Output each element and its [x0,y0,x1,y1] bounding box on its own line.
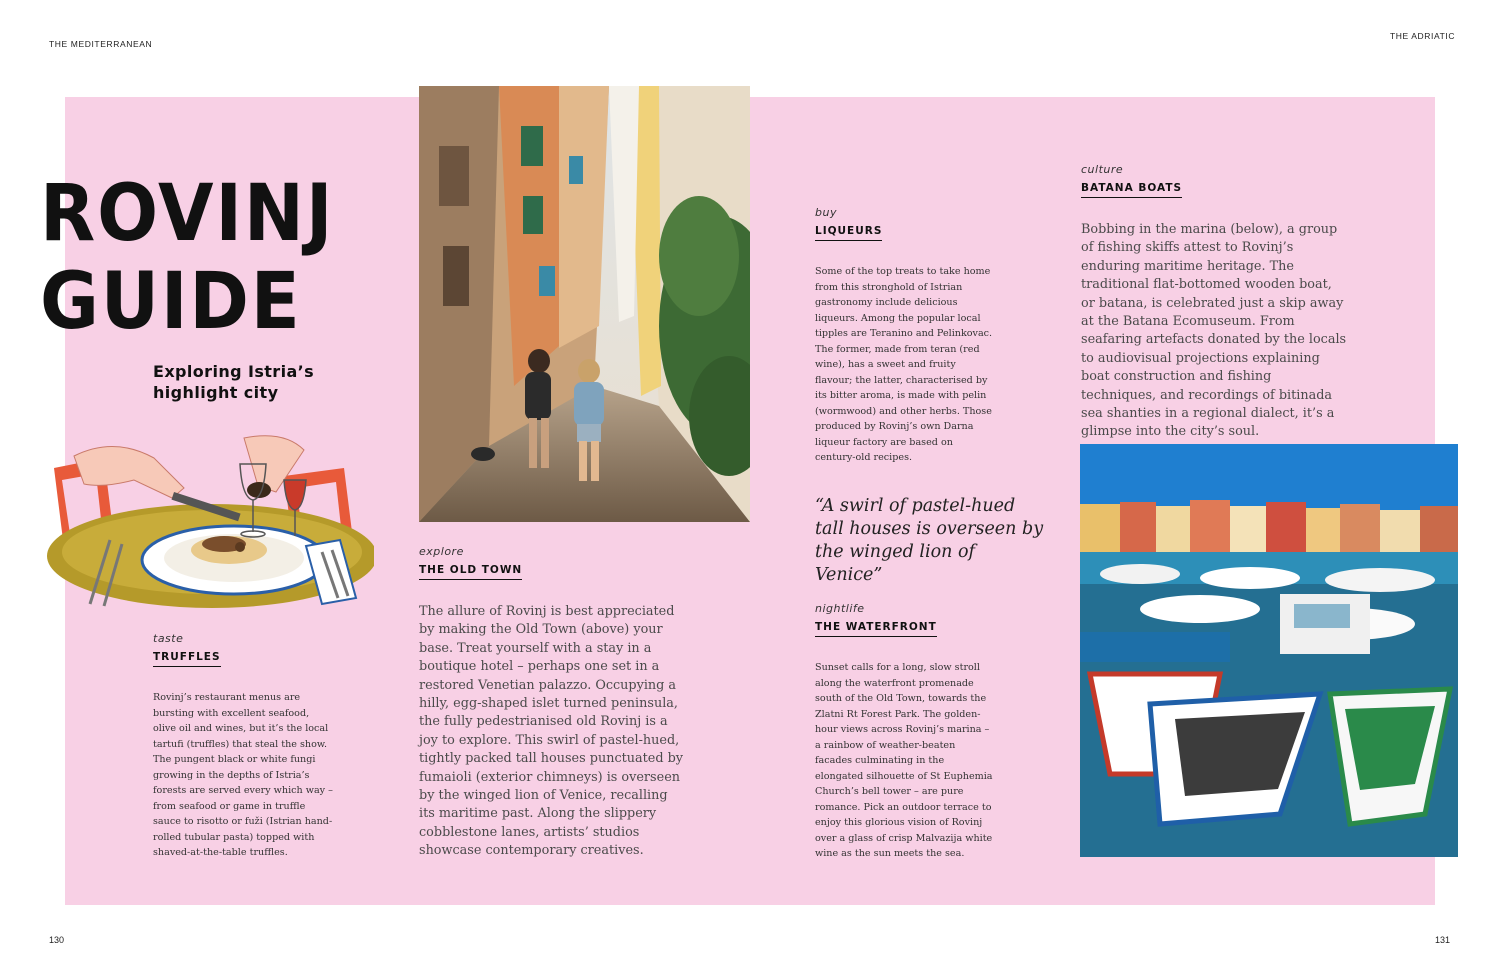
heading-batana-boats: BATANA BOATS [1081,182,1182,198]
body-old-town: The allure of Rovinj is best appreciated by making the Old Town (above) your base. Treat yourself with a stay in a boutique hotel – perhaps one set in a restored Venetian palazzo. Occupying a hilly, egg-shaped islet turned peninsula, the fully pedestrianised old Rovinj is a joy to explore. This swirl of pastel-hued, tightly packed tall houses punctuated by fumaioli (exterior chimneys) is overseen by the winged lion of Venice, recalling its maritime past. Along the slippery cobblestone lanes, artists’ studios showcase contemporary creatives. [419,604,684,859]
page-title [40,170,334,346]
body-waterfront: Sunset calls for a long, slow stroll along the waterfront promenade south of the Old Town, towards the Zlatni Rt Forest Park. The golden-hour views across Rovinj’s marina – a rainbow of weather-beaten facades culminating in the elongated silhouette of St Euphemia Church’s bell tower – are pure romance. Pick an outdoor terrace to enjoy this glorious vision of Rovinj over a glass of crisp Malvazija white wine as the sun meets the sea. [815,662,993,859]
kicker-explore: explore [419,545,464,558]
title-line-2: GUIDE [40,257,302,347]
section-liqueurs [815,206,1000,466]
truffle-dinner-illustration [44,428,374,613]
kicker-culture: culture [1081,163,1124,176]
section-old-town [419,545,694,861]
body-liqueurs: Some of the top treats to take home from this stronghold of Istrian gastronomy include delicious liqueurs. Among the popular local tipples are Teranino and Pelinkovac. The former, made from teran (red wine), has a sweet and fruity flavour; the latter, characterised by its bitter aroma, is made with pelin (wormwood) and other herbs. Those produced by Rovinj’s own Darna liqueur factory are based on century-old recipes. [815,266,993,463]
title-line-1: ROVINJ [40,169,335,259]
section-batana-boats [1081,163,1356,442]
body-batana-boats: Bobbing in the marina (below), a group of fishing skiffs attest to Rovinj’s enduring maritime heritage. The traditional flat-bottomed wooden boat, or batana, is celebrated just a skip away at the Batana Ecomuseum. From seafaring artefacts donated by the locals to audiovisual projections explaining boat construction and fishing techniques, and recordings of bitinada sea shanties in a regional dialect, it’s a glimpse into the city’s soul. [1081,222,1347,440]
kicker-nightlife: nightlife [815,602,865,615]
heading-waterfront: THE WATERFRONT [815,621,937,637]
running-head-left: THE MEDITERRANEAN [49,39,153,49]
section-waterfront [815,602,1000,862]
kicker-taste: taste [153,632,184,645]
kicker-buy: buy [815,206,837,219]
heading-old-town: THE OLD TOWN [419,564,522,580]
subtitle-line-1: Exploring Istria’s [153,362,315,381]
subtitle-line-2: highlight city [153,383,279,402]
marina-boats-photo [1080,444,1458,857]
running-head-right: THE ADRIATIC [1390,31,1456,41]
body-truffles: Rovinj’s restaurant menus are bursting with excellent seafood, olive oil and wines, but it’s the local tartufi (truffles) that steal the show. The pungent black or white fungi growing in the depths of Istria’s forests are served every which way – from seafood or game in truffle sauce to risotto or fuži (Istrian hand-rolled tubular pasta) topped with shaved-at-the-table truffles. [153,692,333,858]
page-number-right: 131 [1435,935,1451,945]
pull-quote: “A swirl of pastel-hued tall houses is overseen by the winged lion of Venice” [815,496,1044,585]
page-number-left: 130 [49,935,65,945]
old-town-photo [419,86,750,522]
heading-truffles: TRUFFLES [153,651,221,667]
heading-liqueurs: LIQUEURS [815,225,882,241]
section-truffles [153,632,343,861]
page-subtitle [153,361,314,403]
